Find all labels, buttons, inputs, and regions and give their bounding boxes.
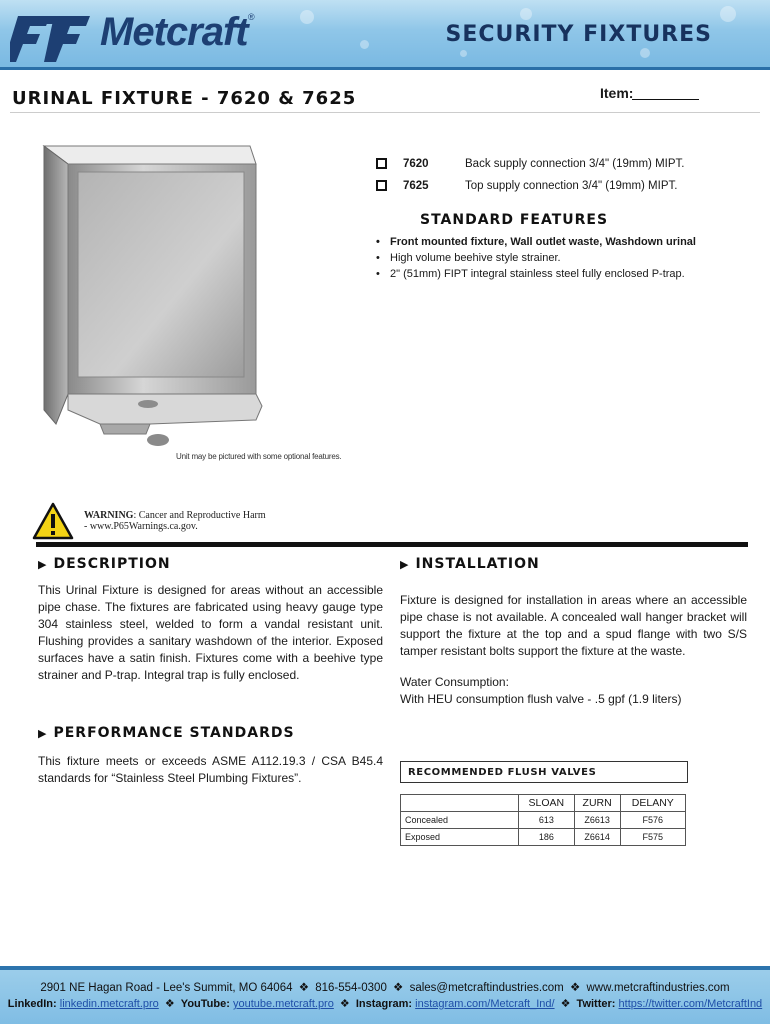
description-body: This Urinal Fixture is designed for areas without an accessible pipe chase. The fixtures are fabricated using heavy gauge type 304 stainless steel, welded to form a vandal resistant unit. Flushing provides a sanitary washdown of the interior. Exposed surfaces have a satin finish. Fixtures come with a beehive type strainer and P-trap. Integral trap is fully enclosed. (38, 583, 383, 682)
triangle-right-icon: ▶ (400, 558, 410, 571)
urinal-fixture-image (40, 142, 265, 452)
twitter-label: Twitter: (576, 998, 616, 1010)
table-cell: Concealed (401, 812, 519, 829)
item-label: Item: (600, 85, 634, 101)
youtube-label: YouTube: (180, 998, 230, 1010)
divider (10, 112, 760, 113)
instagram-link[interactable]: instagram.com/Metcraft_Ind/ (415, 998, 555, 1010)
table-header (401, 795, 519, 812)
table-cell: 613 (519, 812, 575, 829)
table-header: ZURN (574, 795, 620, 812)
image-caption: Unit may be pictured with some optional features. (176, 452, 342, 461)
list-item: • High volume beehive style strainer. (376, 250, 756, 266)
warning-message: : Cancer and Reproductive Harm (133, 510, 266, 521)
separator-icon: ❖ (339, 998, 350, 1010)
separator-icon: ❖ (560, 998, 571, 1010)
option-desc: Back supply connection 3/4" (19mm) MIPT. (465, 158, 685, 170)
flush-valves-table (400, 794, 686, 846)
standard-features-title: STANDARD FEATURES (420, 212, 609, 228)
water-consumption-label: Water Consumption: (400, 675, 509, 689)
table-cell: 186 (519, 829, 575, 846)
table-cell: Exposed (401, 829, 519, 846)
installation-body: Fixture is designed for installation in areas where an accessible pipe chase is not available. A concealed wall hanger bracket will support the fixture at the top and a spud flange with two S/S tamper resistant bolts support the fixture at the waste. (400, 593, 747, 658)
warning-text (84, 510, 266, 532)
metcraft-logo-icon (10, 8, 100, 62)
instagram-label: Instagram: (355, 998, 413, 1010)
footer-contact (0, 980, 770, 994)
table-row (401, 812, 686, 829)
header-title: SECURITY FIXTURES (445, 22, 712, 47)
table-cell: Z6613 (574, 812, 620, 829)
flush-valves-title: RECOMMENDED FLUSH VALVES (400, 761, 688, 783)
section-divider (36, 542, 748, 547)
option-code: 7625 (403, 180, 429, 192)
installation-title: ▶ INSTALLATION (400, 556, 540, 572)
twitter-link[interactable]: https://twitter.com/MetcraftInd (618, 998, 763, 1010)
table-cell: F576 (620, 812, 685, 829)
list-item: • 2" (51mm) FIPT integral stainless steel fully enclosed P-trap. (376, 266, 756, 282)
triangle-right-icon: ▶ (38, 727, 48, 740)
footer-address: 2901 NE Hagan Road - Lee's Summit, MO 64064 (40, 982, 293, 994)
triangle-right-icon: ▶ (38, 558, 48, 571)
table-header: DELANY (620, 795, 685, 812)
youtube-link[interactable]: youtube.metcraft.pro (232, 998, 334, 1010)
warning-url[interactable]: - www.P65Warnings.ca.gov. (84, 521, 198, 532)
footer-social (0, 997, 770, 1010)
list-item: • Front mounted fixture, Wall outlet waste, Washdown urinal (376, 234, 756, 250)
separator-icon: ❖ (569, 982, 581, 994)
footer (0, 966, 770, 1024)
checkbox[interactable] (376, 158, 387, 169)
checkbox[interactable] (376, 180, 387, 191)
warning-label: WARNING (84, 510, 134, 521)
table-header-row (401, 795, 686, 812)
warning-icon (32, 502, 74, 540)
table-cell: Z6614 (574, 829, 620, 846)
footer-phone[interactable]: 816-554-0300 (315, 982, 387, 994)
separator-icon: ❖ (164, 998, 175, 1010)
performance-body: This fixture meets or exceeds ASME A112.19.3 / CSA B45.4 standards for “Stainless Steel Plumbing Fixtures”. (38, 754, 383, 785)
option-desc: Top supply connection 3/4" (19mm) MIPT. (465, 180, 678, 192)
header-banner (0, 0, 770, 70)
item-field[interactable] (632, 99, 699, 100)
performance-title: ▶ PERFORMANCE STANDARDS (38, 725, 295, 741)
brand-name: Metcraft (100, 10, 248, 54)
footer-email[interactable]: sales@metcraftindustries.com (409, 982, 564, 994)
standard-features-list (376, 234, 756, 282)
option-code: 7620 (403, 158, 429, 170)
registered-mark: ® (248, 12, 255, 22)
separator-icon: ❖ (298, 982, 310, 994)
footer-website[interactable]: www.metcraftindustries.com (586, 982, 730, 994)
table-cell: F575 (620, 829, 685, 846)
water-consumption-value: With HEU consumption flush valve - .5 gpf (1.9 liters) (400, 692, 682, 706)
table-header: SLOAN (519, 795, 575, 812)
description-title: ▶ DESCRIPTION (38, 556, 171, 572)
linkedin-link[interactable]: linkedin.metcraft.pro (59, 998, 159, 1010)
product-title: URINAL FIXTURE - 7620 & 7625 (12, 88, 357, 109)
separator-icon: ❖ (393, 982, 404, 994)
linkedin-label: LinkedIn: (7, 998, 57, 1010)
table-row (401, 829, 686, 846)
